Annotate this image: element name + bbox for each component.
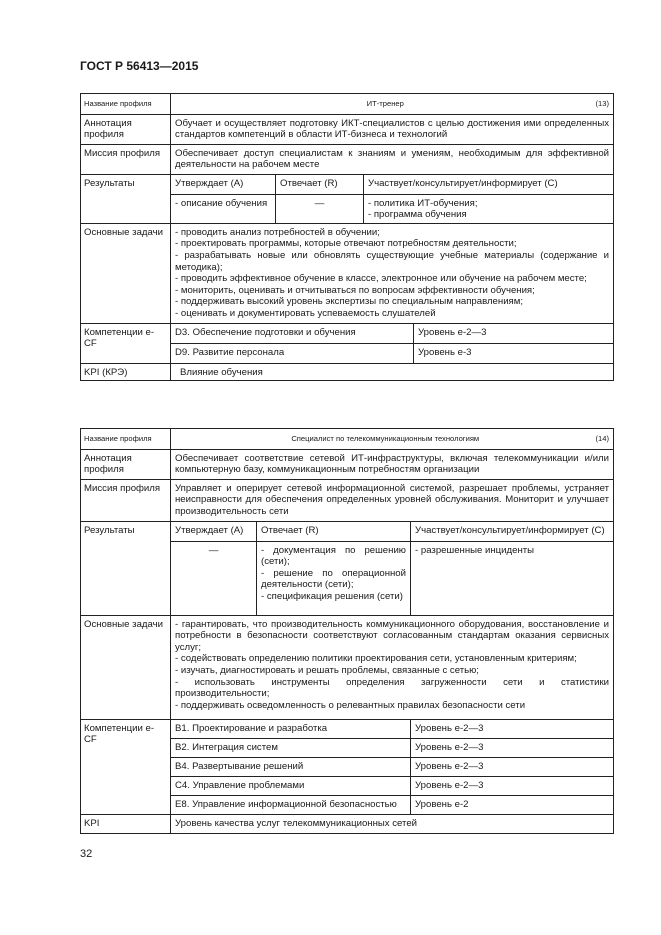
mission-text: Управляет и оперирует сетевой информационной системой, разрешает проблемы, устраняет неисправности для обеспечения определенных уровней обслуживания. Мониторит и улучшает производительность сети: [171, 479, 614, 521]
kpi-value: Уровень качества услуг телекоммуникационных сетей: [171, 814, 614, 833]
competence-level: Уровень е-2—3: [411, 719, 614, 738]
profile-number: (14): [595, 434, 610, 443]
competence-name: B1. Проектирование и разработка: [171, 719, 411, 738]
tasks-list: [171, 223, 614, 323]
results-header-r: Отвечает (R): [257, 521, 411, 541]
results-header-r: Отвечает (R): [276, 174, 364, 194]
results-c: - разрешенные инциденты: [411, 541, 614, 615]
task-item: - проводить анализ потребностей в обучении;: [175, 226, 380, 238]
competence-level: Уровень е-2—3: [414, 323, 614, 343]
annotation-label: Аннотация профиля: [81, 449, 171, 479]
annotation-text: Обучает и осуществляет подготовку ИКТ-специалистов с целью достижения ими определенных стандартов компетенций в области ИТ-бизнеса и технологий: [171, 114, 614, 144]
competence-level: Уровень е-2—3: [411, 738, 614, 757]
profile-number: (13): [595, 99, 610, 108]
competences-label: Компетенции e-CF: [81, 323, 171, 363]
kpi-label: KPI: [81, 814, 171, 833]
competence-name: D9. Развитие персонала: [171, 343, 414, 363]
annotation-label: Аннотация профиля: [81, 114, 171, 144]
task-item: - проектировать программы, которые отвечают потребностям деятельности;: [175, 238, 517, 250]
mission-label: Миссия профиля: [81, 144, 171, 174]
competences-label: Компетенции e-CF: [81, 719, 171, 814]
tasks-label: Основные задачи: [81, 223, 171, 323]
task-item: - содействовать определению политики проектирования сети, установленным критериям;: [175, 653, 577, 665]
kpi-label: KPI (КРЭ): [81, 363, 171, 381]
competence-name: B2. Интеграция систем: [171, 738, 411, 757]
competence-level: Уровень е-3: [414, 343, 614, 363]
task-item: - мониторить, оценивать и отчитываться по вопросам эффективности обучения;: [175, 284, 535, 296]
profile-table-13: [80, 93, 614, 381]
profile-table-14: [80, 428, 614, 834]
competence-name: C4. Управление проблемами: [171, 776, 411, 795]
competence-name: D3. Обеспечение подготовки и обучения: [171, 323, 414, 343]
results-a: —: [171, 541, 257, 615]
results-a: - описание обучения: [171, 194, 276, 223]
profile-name: ИТ-тренер: [366, 99, 404, 108]
results-r: —: [276, 194, 364, 223]
results-header-a: Утверждает (A): [171, 174, 276, 194]
results-label: Результаты: [81, 174, 171, 223]
task-item: - гарантировать, что производительность коммуникационного оборудования, восстановление и потребности в безопасности соответствуют согласованным стандартам оказания сервисных услуг;: [175, 618, 610, 653]
results-c: - политика ИТ-обучения; - программа обучения: [364, 194, 614, 223]
results-r: - документация по решению (сети); - решение по операционной деятельности (сети); - спецификация решения (сети): [257, 541, 411, 615]
task-item: - поддерживать осведомленность о релевантных правилах безопасности сети: [175, 699, 526, 711]
competence-level: Уровень е-2—3: [411, 776, 614, 795]
kpi-value: Влияние обучения: [171, 363, 614, 381]
competence-level: Уровень е-2: [411, 795, 614, 814]
results-header-c: Участвует/консультирует/информирует (C): [364, 174, 614, 194]
competence-name: E8. Управление информационной безопасностью: [171, 795, 411, 814]
task-item: - разрабатывать новые или обновлять существующие учебные материалы (содержание и методика);: [175, 249, 610, 273]
results-header-a: Утверждает (A): [171, 521, 257, 541]
tasks-list: [171, 615, 614, 719]
task-item: - поддерживать высокий уровень экспертизы по специальным направлениям;: [175, 296, 524, 308]
name-label: Название профиля: [81, 429, 171, 450]
mission-label: Миссия профиля: [81, 479, 171, 521]
task-item: - оценивать и документировать успеваемость слушателей: [175, 307, 436, 319]
annotation-text: Обеспечивает соответствие сетевой ИТ-инфраструктуры, включая телекоммуникации и/или компьютерную базу, коммуникационным потребностям организации: [171, 449, 614, 479]
standard-header: ГОСТ Р 56413—2015: [80, 59, 199, 73]
task-item: - использовать инструменты определения загруженности сети и статистики производительности;: [175, 676, 610, 700]
page-number: 32: [80, 848, 93, 860]
profile-name: Специалист по телекоммуникационным технологиям: [291, 434, 480, 443]
task-item: - проводить эффективное обучение в классе, электронное или обучение на рабочем месте;: [175, 273, 587, 285]
task-item: - изучать, диагностировать и решать проблемы, связанные с сетью;: [175, 664, 479, 676]
mission-text: Обеспечивает доступ специалистам к знаниям и умениям, необходимым для эффективной деятельности на рабочем месте: [171, 144, 614, 174]
results-header-c: Участвует/консультирует/информирует (C): [411, 521, 614, 541]
competence-level: Уровень е-2—3: [411, 757, 614, 776]
name-label: Название профиля: [81, 94, 171, 115]
competence-name: B4. Развертывание решений: [171, 757, 411, 776]
tasks-label: Основные задачи: [81, 615, 171, 719]
results-label: Результаты: [81, 521, 171, 615]
